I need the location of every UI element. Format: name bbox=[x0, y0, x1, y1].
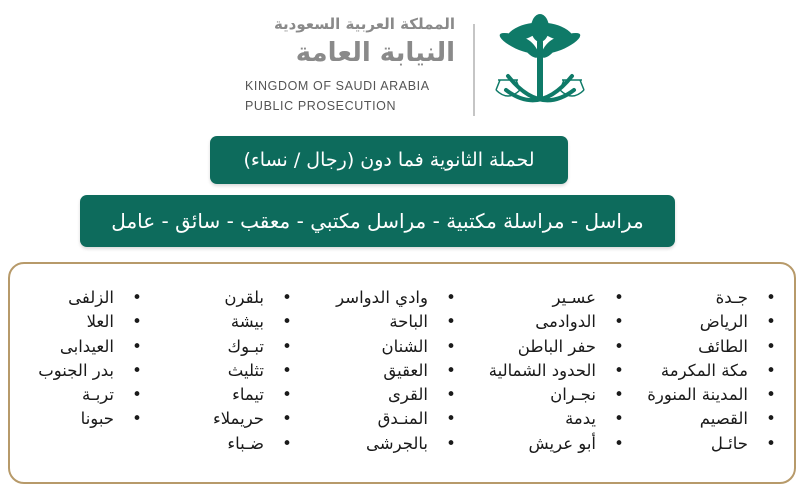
list-item: • حريملاء bbox=[213, 407, 294, 431]
list-item: • أبو عريش bbox=[489, 432, 626, 456]
list-item: • العقيق bbox=[336, 359, 458, 383]
list-item: • تربـة bbox=[38, 383, 144, 407]
page-header bbox=[245, 10, 590, 125]
list-item: • بدر الجنوب bbox=[38, 359, 144, 383]
prosecution-title-en: PUBLIC PROSECUTION bbox=[245, 99, 397, 113]
list-item: • مكة المكرمة bbox=[647, 359, 778, 383]
qualification-banner: لحملة الثانوية فما دون (رجال / نساء) bbox=[210, 136, 568, 184]
list-item: • المدينة المنورة bbox=[647, 383, 778, 407]
locations-column-1 bbox=[647, 286, 778, 456]
list-item: • الحدود الشمالية bbox=[489, 359, 626, 383]
list-item: • الزلفى bbox=[38, 286, 144, 310]
list-item: • تيماء bbox=[213, 383, 294, 407]
kingdom-title-en: KINGDOM OF SAUDI ARABIA bbox=[245, 79, 430, 93]
list-item: • الباحة bbox=[336, 310, 458, 334]
locations-column-2 bbox=[489, 286, 626, 456]
list-item: • بالجرشى bbox=[336, 432, 458, 456]
list-item: • بلقرن bbox=[213, 286, 294, 310]
prosecution-title-ar: النيابة العامة bbox=[295, 38, 455, 68]
list-item: • المنـدق bbox=[336, 407, 458, 431]
list-item: • حفر الباطن bbox=[489, 335, 626, 359]
list-item: • القرى bbox=[336, 383, 458, 407]
list-item: • تبـوك bbox=[213, 335, 294, 359]
list-item: • بيشة bbox=[213, 310, 294, 334]
jobs-banner: مراسل - مراسلة مكتبية - مراسل مكتبي - معقب - سائق - عامل bbox=[80, 195, 675, 247]
list-item: • الطائف bbox=[647, 335, 778, 359]
locations-column-3 bbox=[336, 286, 458, 456]
list-item: • العلا bbox=[38, 310, 144, 334]
list-item: • الدوادمى bbox=[489, 310, 626, 334]
header-titles bbox=[245, 14, 455, 116]
locations-box bbox=[8, 262, 796, 484]
list-item: • جـدة bbox=[647, 286, 778, 310]
list-item: • العيدابى bbox=[38, 335, 144, 359]
list-item: • عسـير bbox=[489, 286, 626, 310]
list-item: • القصيم bbox=[647, 407, 778, 431]
locations-column-5 bbox=[38, 286, 144, 432]
list-item: • حائـل bbox=[647, 432, 778, 456]
header-divider bbox=[473, 24, 475, 116]
list-item: • حبونا bbox=[38, 407, 144, 431]
list-item: • وادي الدواسر bbox=[336, 286, 458, 310]
list-item: • تثليث bbox=[213, 359, 294, 383]
kingdom-title-ar: المملكة العربية السعودية bbox=[273, 15, 455, 33]
list-item: • نجـران bbox=[489, 383, 626, 407]
list-item: • ضـباء bbox=[213, 432, 294, 456]
list-item: • الشنان bbox=[336, 335, 458, 359]
list-item: • الرياض bbox=[647, 310, 778, 334]
locations-column-4 bbox=[213, 286, 294, 456]
palm-swords-scales-icon bbox=[490, 10, 590, 120]
list-item: • يدمة bbox=[489, 407, 626, 431]
